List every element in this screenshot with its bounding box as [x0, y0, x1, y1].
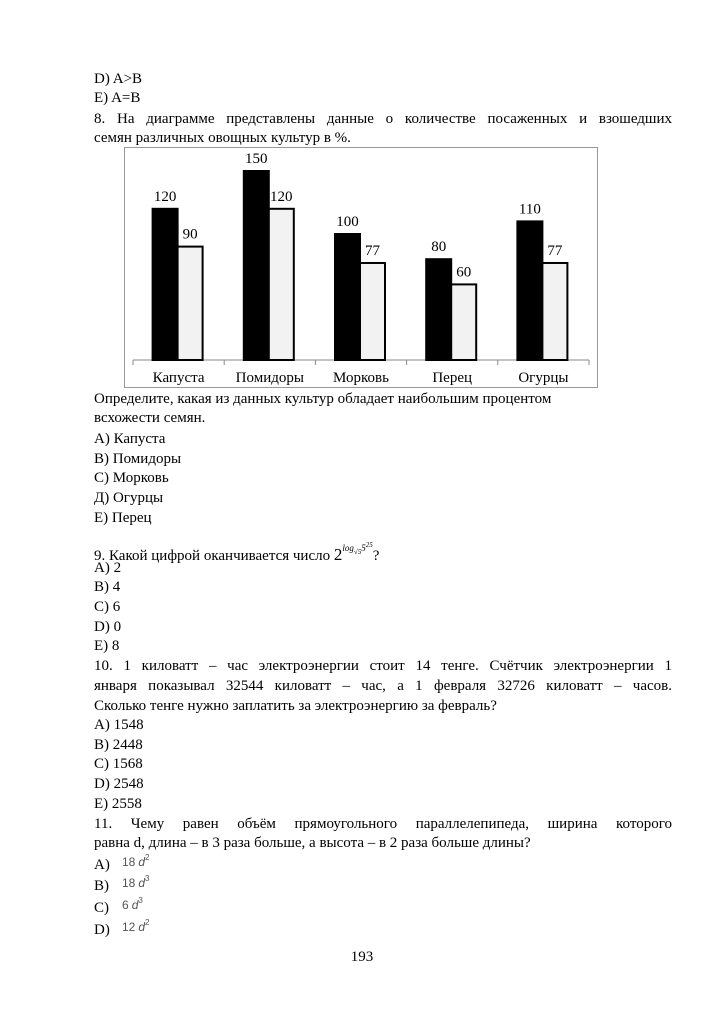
- answer-option: Е) 8: [94, 638, 120, 654]
- category-label: Морковь: [333, 370, 389, 386]
- answer-option: А) Капуста: [94, 431, 166, 447]
- answer-option: В) Помидоры: [94, 451, 182, 467]
- page-number: 193: [350, 949, 374, 965]
- log-label: log: [342, 543, 354, 553]
- question-8-prompt: Определите, какая из данных культур обладает наибольшим процентом: [94, 391, 552, 407]
- bar-sprouted: [542, 263, 567, 360]
- bar-value-label: 77: [547, 242, 563, 259]
- answer-option: С) 1568: [94, 756, 143, 772]
- bar-value-label: 100: [336, 214, 359, 230]
- bar-value-label: 80: [431, 239, 447, 256]
- answer-option: С) 6: [94, 599, 121, 615]
- question-mark: ?: [372, 548, 380, 564]
- formula-coef: 18: [122, 876, 136, 890]
- category-label: Помидоры: [235, 370, 304, 386]
- formula-var: d: [138, 855, 146, 869]
- bar-sprouted: [360, 263, 385, 360]
- formula-coef: 18: [122, 855, 136, 869]
- answer-option: С) Морковь: [94, 470, 169, 486]
- answer-option: В) 2448: [94, 737, 143, 753]
- formula-exp: 2: [145, 918, 150, 927]
- answer-option: Д) Огурцы: [94, 490, 164, 506]
- answer-option: В) 4: [94, 579, 121, 595]
- formula-coef: 12: [122, 920, 136, 934]
- bar-planted: [335, 234, 360, 360]
- power-base: 2: [333, 545, 343, 564]
- answer-option: А) 1548: [94, 717, 144, 733]
- bar-value-label: 120: [270, 188, 293, 205]
- power-expression: [333, 541, 373, 564]
- question-10-text: 10. 1 киловатт – час электроэнергии стоит 14 тенге. Счётчик электроэнергии 1: [94, 658, 672, 674]
- answer-formula: [122, 853, 150, 869]
- answer-option-label: А): [94, 857, 110, 873]
- formula-var: d: [138, 920, 146, 934]
- formula-exp: 2: [145, 853, 150, 862]
- formula-exp: 3: [138, 896, 143, 905]
- category-label: Перец: [432, 370, 473, 386]
- formula-coef: 6: [122, 898, 129, 912]
- log-arg-exp: 25: [365, 541, 373, 549]
- answer-option: D) 0: [94, 619, 122, 635]
- bar-planted: [244, 171, 269, 360]
- answer-option-label: С): [94, 900, 109, 916]
- bar-sprouted: [451, 284, 476, 360]
- formula-var: d: [138, 876, 146, 890]
- answer-formula: [122, 918, 150, 934]
- formula-exp: 3: [145, 874, 150, 883]
- answer-option: D) 2548: [94, 776, 144, 792]
- question-8-prompt: всхожести семян.: [94, 410, 206, 426]
- answer-option: Е) Перец: [94, 510, 152, 526]
- bar-planted: [426, 259, 451, 360]
- bar-planted: [517, 221, 542, 360]
- answer-option: E) A=B: [94, 90, 141, 106]
- bar-value-label: 110: [518, 201, 541, 218]
- category-label: Огурцы: [518, 370, 569, 386]
- answer-option: D) A>B: [94, 71, 143, 87]
- bar-value-label: 120: [153, 188, 177, 205]
- answer-formula: [122, 896, 143, 912]
- answer-option: А) 2: [94, 560, 122, 576]
- bar-value-label: 90: [182, 226, 198, 243]
- answer-option: Е) 2558: [94, 796, 142, 812]
- question-11-text: равна d, длина – в 3 раза больше, а высота – в 2 раза больше длины?: [94, 835, 531, 851]
- bar-value-label: 77: [365, 242, 380, 259]
- bar-value-label: 150: [245, 151, 268, 167]
- bar-sprouted: [269, 209, 294, 360]
- answer-option-label: D): [94, 922, 110, 938]
- question-9-text: [94, 536, 379, 566]
- category-label: Капуста: [152, 370, 205, 386]
- bar-sprouted: [178, 247, 203, 360]
- log-arg-base: 5: [361, 543, 366, 553]
- bar-chart-frame: [124, 147, 598, 388]
- bar-planted: [153, 209, 178, 360]
- log-base: √5: [353, 547, 362, 556]
- question-9-label: 9. Какой цифрой оканчивается число: [94, 548, 331, 564]
- answer-formula: [122, 874, 150, 890]
- bar-chart: [125, 148, 597, 387]
- question-10-text: Сколько тенге нужно заплатить за электроэнергию за февраль?: [94, 698, 497, 714]
- bar-value-label: 60: [456, 264, 472, 281]
- question-8-text: 8. На диаграмме представлены данные о количестве посаженных и взошедших: [94, 111, 672, 127]
- question-11-text: 11. Чему равен объём прямоугольного параллелепипеда, ширина которого: [94, 816, 672, 832]
- question-8-text: семян различных овощных культур в %.: [94, 130, 351, 146]
- question-10-text: января показывал 32544 киловатт – час, а 1 февраля 32726 киловатт – часов.: [94, 678, 672, 694]
- answer-option-label: В): [94, 878, 109, 894]
- formula-var: d: [131, 898, 139, 912]
